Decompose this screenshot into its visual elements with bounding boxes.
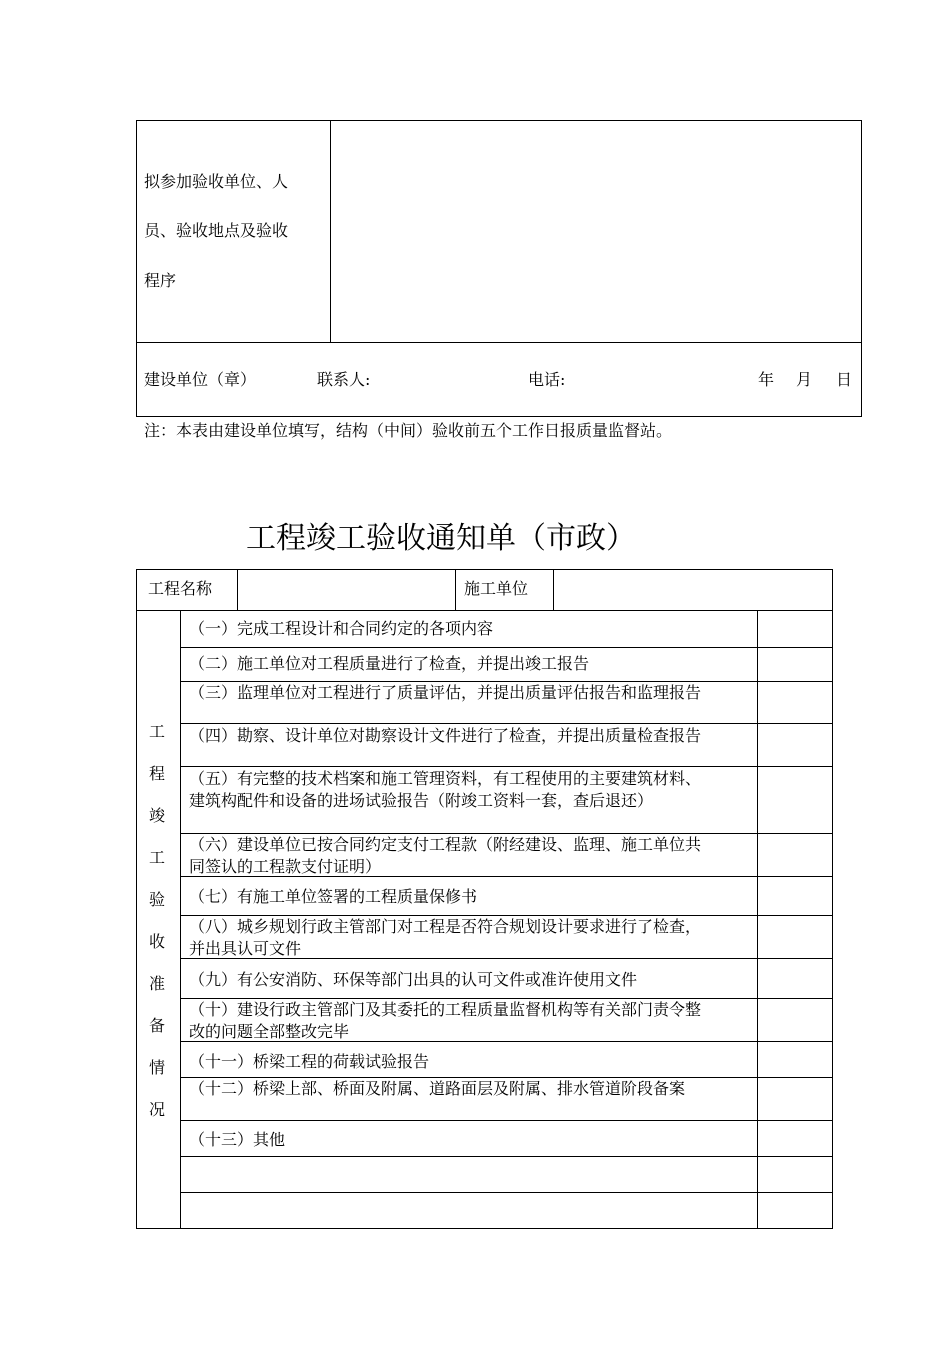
- form-note: 注：本表由建设单位填写，结构（中间）验收前五个工作日报质量监督站。: [144, 421, 673, 440]
- month-label: 月: [796, 370, 813, 389]
- row-line: [180, 1120, 833, 1121]
- check-cell[interactable]: [758, 648, 832, 681]
- contractor-label: 施工单位: [464, 579, 529, 598]
- top-form-border-right: [861, 120, 862, 417]
- side-label-char: 程: [149, 764, 166, 783]
- participants-label-line3: 程序: [144, 271, 177, 290]
- row-line: [180, 647, 833, 648]
- side-label-char: 验: [149, 890, 166, 909]
- year-label: 年: [758, 370, 775, 389]
- notice-title: 工程竣工验收通知单（市政）: [246, 521, 636, 556]
- unit-seal-label: 建设单位（章）: [144, 370, 257, 389]
- side-label-char: 备: [149, 1016, 166, 1035]
- notice-header-bottom: [136, 610, 833, 611]
- checklist-item: （九）有公安消防、环保等部门出具的认可文件或准许使用文件: [189, 970, 638, 989]
- blank-row[interactable]: [181, 1193, 757, 1228]
- side-label-char: 竣: [149, 806, 166, 825]
- checklist-item: （十一）桥梁工程的荷载试验报告: [189, 1052, 430, 1071]
- blank-row[interactable]: [181, 1157, 757, 1192]
- check-cell[interactable]: [758, 834, 832, 876]
- check-cell[interactable]: [758, 1121, 832, 1156]
- side-label-char: 况: [149, 1100, 166, 1119]
- day-label: 日: [836, 370, 853, 389]
- check-cell[interactable]: [758, 916, 832, 958]
- checklist-item: （八）城乡规划行政主管部门对工程是否符合规划设计要求进行了检查，并出具认可文件: [189, 917, 702, 958]
- contractor-field[interactable]: [554, 570, 832, 610]
- checklist-item: （二）施工单位对工程质量进行了检查，并提出竣工报告: [189, 654, 590, 673]
- side-label-divider: [180, 610, 181, 1229]
- row-line: [180, 723, 833, 724]
- checklist-item: （十二）桥梁上部、桥面及附属、道路面层及附属、排水管道阶段备案: [189, 1079, 686, 1098]
- check-cell[interactable]: [758, 877, 832, 915]
- check-cell[interactable]: [758, 682, 832, 723]
- side-label-char: 准: [149, 974, 166, 993]
- project-name-field[interactable]: [238, 570, 455, 610]
- check-cell[interactable]: [758, 611, 832, 647]
- checklist-item: （十三）其他: [189, 1130, 286, 1149]
- top-form-border-bottom: [136, 416, 862, 417]
- checklist-item: （三）监理单位对工程进行了质量评估，并提出质量评估报告和监理报告: [189, 683, 702, 702]
- side-label-char: 收: [149, 932, 166, 951]
- checklist-item: （五）有完整的技术档案和施工管理资料，有工程使用的主要建筑材料、建筑构配件和设备的进场试验报告（附竣工资料一套，查后退还）: [189, 769, 702, 810]
- top-form-divider: [136, 342, 862, 343]
- side-label-char: 工: [149, 722, 166, 741]
- check-cell[interactable]: [758, 959, 832, 998]
- side-label-char: 情: [149, 1058, 166, 1077]
- checklist-item: （六）建设单位已按合同约定支付工程款（附经建设、监理、施工单位共同签认的工程款支付证明）: [189, 835, 702, 876]
- notice-border-right: [832, 569, 833, 1229]
- notice-border-left: [136, 569, 137, 1229]
- notice-border-bottom: [136, 1228, 833, 1229]
- checklist-item: （四）勘察、设计单位对勘察设计文件进行了检查，并提出质量检查报告: [189, 726, 702, 745]
- checklist-item: （一）完成工程设计和合同约定的各项内容: [189, 619, 494, 638]
- contact-label: 联系人:: [317, 370, 371, 389]
- project-name-label: 工程名称: [148, 579, 213, 598]
- participants-label-line2: 员、验收地点及验收: [144, 221, 289, 240]
- check-cell[interactable]: [758, 724, 832, 766]
- checklist-item: （十）建设行政主管部门及其委托的工程质量监督机构等有关部门责令整改的问题全部整改完毕: [189, 1000, 702, 1041]
- phone-label: 电话:: [528, 370, 566, 389]
- top-form-border-left: [136, 120, 137, 417]
- participants-label-line1: 拟参加验收单位、人: [144, 172, 289, 191]
- checklist-item: （七）有施工单位签署的工程质量保修书: [189, 887, 478, 906]
- check-cell[interactable]: [758, 767, 832, 833]
- check-cell[interactable]: [758, 1078, 832, 1120]
- participants-field[interactable]: [331, 121, 861, 342]
- row-line: [180, 766, 833, 767]
- header-divider-2: [455, 569, 456, 611]
- side-label-char: 工: [149, 848, 166, 867]
- check-cell[interactable]: [758, 999, 832, 1041]
- check-cell[interactable]: [758, 1042, 832, 1077]
